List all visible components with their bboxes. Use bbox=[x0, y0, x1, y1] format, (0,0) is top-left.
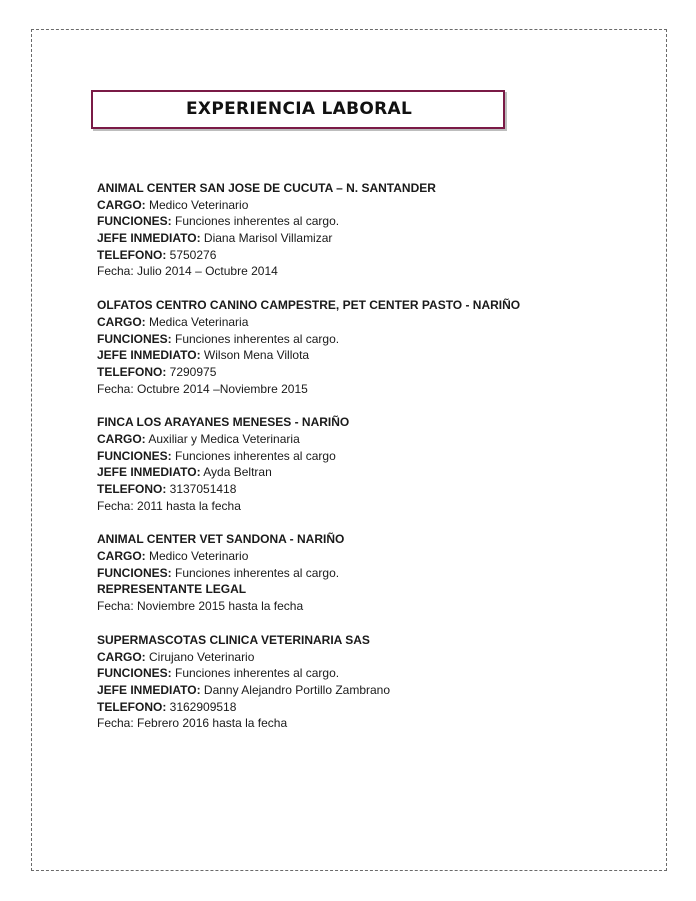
fecha-line: Fecha: Febrero 2016 hasta la fecha bbox=[97, 716, 288, 731]
funciones-line bbox=[97, 213, 657, 230]
telefono-line bbox=[97, 699, 657, 716]
jefe-value: Wilson Mena Villota bbox=[200, 348, 310, 363]
company-name: OLFATOS CENTRO CANINO CAMPESTRE, PET CENTER PASTO - NARIÑO bbox=[97, 298, 521, 313]
section-title-box bbox=[91, 90, 505, 129]
jefe-line bbox=[97, 682, 657, 699]
cargo-label: CARGO: bbox=[97, 649, 146, 664]
funciones-line bbox=[97, 665, 657, 682]
company-name: FINCA LOS ARAYANES MENESES - NARIÑO bbox=[97, 415, 350, 430]
funciones-value: Funciones inherentes al cargo. bbox=[171, 565, 340, 580]
jefe-line bbox=[97, 230, 657, 247]
jefe-label: JEFE INMEDIATO: bbox=[97, 465, 201, 480]
company-name: SUPERMASCOTAS CLINICA VETERINARIA SAS bbox=[97, 632, 370, 647]
funciones-value: Funciones inherentes al cargo. bbox=[171, 214, 340, 229]
cargo-value: Medico Veterinario bbox=[145, 549, 249, 564]
telefono-label: TELEFONO: bbox=[97, 699, 167, 714]
funciones-line bbox=[97, 448, 657, 465]
cargo-value: Cirujano Veterinario bbox=[145, 649, 255, 664]
telefono-line bbox=[97, 364, 657, 381]
section-title: EXPERIENCIA LABORAL bbox=[186, 99, 413, 119]
telefono-value: 3162909518 bbox=[166, 699, 237, 714]
cargo-label: CARGO: bbox=[97, 549, 146, 564]
funciones-value: Funciones inherentes al cargo. bbox=[171, 331, 340, 346]
telefono-label: TELEFONO: bbox=[97, 482, 167, 496]
cargo-value: Medica Veterinaria bbox=[145, 314, 249, 329]
experience-entry-2 bbox=[97, 297, 657, 397]
telefono-line bbox=[97, 481, 657, 498]
funciones-value: Funciones inherentes al cargo bbox=[171, 448, 336, 463]
jefe-label: JEFE INMEDIATO: bbox=[97, 682, 201, 697]
experience-entry-5 bbox=[97, 632, 657, 732]
telefono-label: TELEFONO: bbox=[97, 364, 167, 379]
funciones-label: FUNCIONES: bbox=[97, 214, 172, 229]
cargo-line bbox=[97, 548, 657, 565]
telefono-value: 5750276 bbox=[166, 247, 217, 262]
fecha-line: Fecha: Noviembre 2015 hasta la fecha bbox=[97, 599, 304, 614]
funciones-label: FUNCIONES: bbox=[97, 666, 172, 681]
cargo-value: Auxiliar y Medica Veterinaria bbox=[145, 431, 300, 446]
funciones-line bbox=[97, 331, 657, 348]
representante-line bbox=[97, 581, 657, 598]
cargo-label: CARGO: bbox=[97, 431, 146, 446]
telefono-line bbox=[97, 247, 657, 264]
experience-list bbox=[97, 180, 657, 749]
cargo-line bbox=[97, 431, 657, 448]
experience-entry-1 bbox=[97, 180, 657, 280]
fecha-line: Fecha: Octubre 2014 –Noviembre 2015 bbox=[97, 381, 308, 396]
experience-entry-4 bbox=[97, 531, 657, 614]
jefe-value: Danny Alejandro Portillo Zambrano bbox=[200, 682, 391, 697]
telefono-value: 3137051418 bbox=[166, 482, 237, 496]
fecha-line: Fecha: Julio 2014 – Octubre 2014 bbox=[97, 264, 278, 279]
cargo-label: CARGO: bbox=[97, 314, 146, 329]
company-name: ANIMAL CENTER SAN JOSE DE CUCUTA – N. SANTANDER bbox=[97, 181, 436, 195]
cargo-line bbox=[97, 649, 657, 666]
jefe-line bbox=[97, 347, 657, 364]
experience-entry-3 bbox=[97, 414, 657, 514]
cargo-value: Medico Veterinario bbox=[145, 197, 249, 212]
fecha-line: Fecha: 2011 hasta la fecha bbox=[97, 498, 241, 513]
jefe-value: Ayda Beltran bbox=[200, 465, 272, 480]
cargo-label: CARGO: bbox=[97, 197, 146, 212]
jefe-label: JEFE INMEDIATO: bbox=[97, 348, 201, 363]
telefono-label: TELEFONO: bbox=[97, 247, 167, 262]
funciones-value: Funciones inherentes al cargo. bbox=[171, 666, 340, 681]
funciones-label: FUNCIONES: bbox=[97, 448, 172, 463]
jefe-line bbox=[97, 464, 657, 481]
telefono-value: 7290975 bbox=[166, 364, 217, 379]
funciones-label: FUNCIONES: bbox=[97, 331, 172, 346]
jefe-label: JEFE INMEDIATO: bbox=[97, 231, 201, 246]
funciones-line bbox=[97, 565, 657, 582]
company-name: ANIMAL CENTER VET SANDONA - NARIÑO bbox=[97, 532, 345, 547]
cargo-line bbox=[97, 197, 657, 214]
representante-label: REPRESENTANTE LEGAL bbox=[97, 582, 247, 597]
cargo-line bbox=[97, 314, 657, 331]
funciones-label: FUNCIONES: bbox=[97, 565, 172, 580]
jefe-value: Diana Marisol Villamizar bbox=[200, 231, 333, 246]
